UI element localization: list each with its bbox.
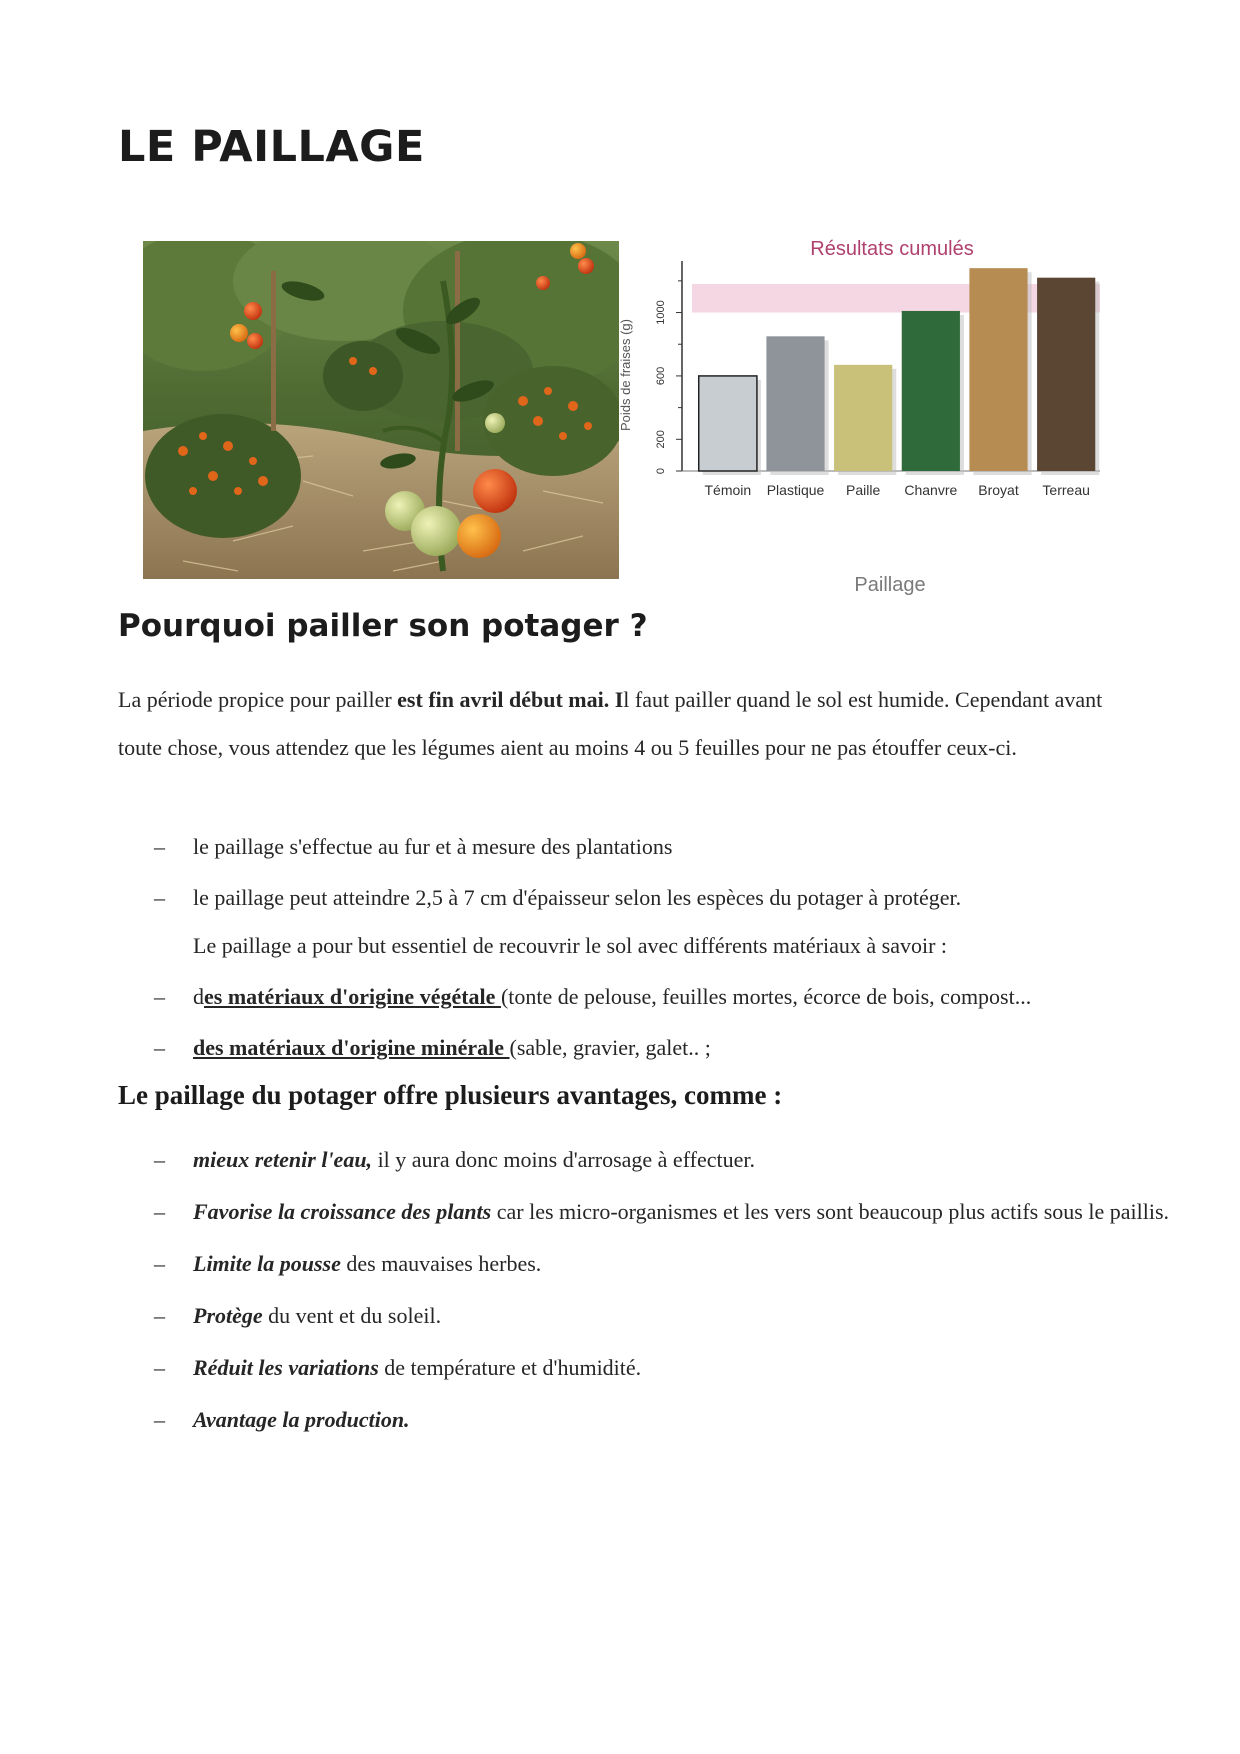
y-tick-label: 1000 xyxy=(655,300,667,325)
bar-paille xyxy=(834,365,892,471)
dash-bullet: – xyxy=(154,1251,165,1276)
advantage-emphasis: Protège xyxy=(193,1303,263,1328)
dash-bullet: – xyxy=(154,885,165,910)
advantage-emphasis: Réduit les variations xyxy=(193,1355,379,1380)
dash-bullet: – xyxy=(154,1199,165,1224)
section-heading-why: Pourquoi pailler son potager ? xyxy=(118,608,648,644)
y-tick-label: 600 xyxy=(655,366,667,386)
vegetal-materials-text: es matériaux d'origine végétale xyxy=(204,984,501,1009)
advantage-text: des mauvaises herbes. xyxy=(340,1251,542,1276)
bar-broyat xyxy=(969,268,1027,471)
dash-bullet: – xyxy=(154,1355,165,1380)
y-tick-label: 0 xyxy=(655,467,667,475)
bar-terreau xyxy=(1037,278,1095,471)
chart-y-axis-label: Poids de fraises (g) xyxy=(618,319,633,431)
list-item xyxy=(118,1240,1203,1288)
list-item-text: d xyxy=(193,984,204,1009)
mulching-list xyxy=(118,823,1203,1075)
advantage-text: car les micro-organismes et les vers sont beaucoup plus actifs sous le paillis. xyxy=(491,1199,1170,1224)
x-tick-labels xyxy=(704,482,1089,498)
list-item-note: Le paillage a pour but essentiel de recouvrir le sol avec différents matériaux à savoir : xyxy=(193,933,948,958)
list-item-text: le paillage s'effectue au fur et à mesure des plantations xyxy=(193,834,673,859)
chart-x-axis-label: Paillage xyxy=(854,574,926,596)
dash-bullet: – xyxy=(154,1147,165,1172)
advantage-emphasis: Limite la pousse xyxy=(193,1251,341,1276)
dash-bullet: – xyxy=(154,1303,165,1328)
intro-bold: est fin avril début mai. I xyxy=(397,687,624,712)
x-tick-label: Paille xyxy=(846,482,881,498)
advantage-text: il y aura donc moins d'arrosage à effectuer. xyxy=(372,1147,755,1172)
garden-photo xyxy=(143,241,619,579)
list-item xyxy=(118,823,1203,871)
intro-text-2: l faut pailler quand le sol est humide. Cependant avant toute chose, vous attendez que les légumes aient au moins 4 ou 5 feuilles pour ne pas étouffer ceux-ci. xyxy=(118,687,1103,760)
list-item xyxy=(118,1344,1203,1392)
list-item xyxy=(118,973,1203,1021)
mineral-materials-text: des matériaux d'origine minérale xyxy=(193,1035,510,1060)
list-item-text: (sable, gravier, galet.. ; xyxy=(509,1035,711,1060)
x-tick-label: Plastique xyxy=(766,482,825,498)
list-item-text: le paillage peut atteindre 2,5 à 7 cm d'épaisseur selon les espèces du potager à protéger. xyxy=(193,885,962,910)
advantage-emphasis: Avantage la production. xyxy=(193,1407,410,1432)
advantage-emphasis: mieux retenir l'eau, xyxy=(193,1147,373,1172)
list-item xyxy=(118,1188,1203,1236)
bar-temoin xyxy=(699,376,757,471)
intro-text-1: La période propice pour pailler xyxy=(118,687,398,712)
x-tick-label: Témoin xyxy=(704,482,752,498)
list-item xyxy=(118,1024,1203,1072)
x-tick-label: Terreau xyxy=(1042,482,1090,498)
intro-paragraph xyxy=(118,676,1128,772)
x-tick-label: Broyat xyxy=(978,482,1019,498)
mulching-results-chart xyxy=(612,225,1132,605)
list-item xyxy=(118,1396,1203,1444)
list-item-text: (tonte de pelouse, feuilles mortes, écorce de bois, compost... xyxy=(500,984,1032,1009)
dash-bullet: – xyxy=(154,1035,165,1060)
dash-bullet: – xyxy=(154,834,165,859)
page-title: LE PAILLAGE xyxy=(118,122,425,172)
advantages-list xyxy=(118,1136,1203,1448)
dash-bullet: – xyxy=(154,984,165,1009)
advantages-heading: Le paillage du potager offre plusieurs avantages, comme : xyxy=(118,1080,783,1110)
x-tick-label: Chanvre xyxy=(904,482,958,498)
advantage-text: de température et d'humidité. xyxy=(378,1355,642,1380)
bar-chanvre xyxy=(902,311,960,471)
bar-plastique xyxy=(766,336,824,471)
list-item xyxy=(118,874,1203,970)
chart-title: Résultats cumulés xyxy=(810,238,974,260)
y-tick-label: 200 xyxy=(655,430,667,449)
advantage-text: du vent et du soleil. xyxy=(262,1303,442,1328)
list-item xyxy=(118,1292,1203,1340)
dash-bullet: – xyxy=(154,1407,165,1432)
advantage-emphasis: Favorise la croissance des plants xyxy=(193,1199,492,1224)
list-item xyxy=(118,1136,1203,1184)
